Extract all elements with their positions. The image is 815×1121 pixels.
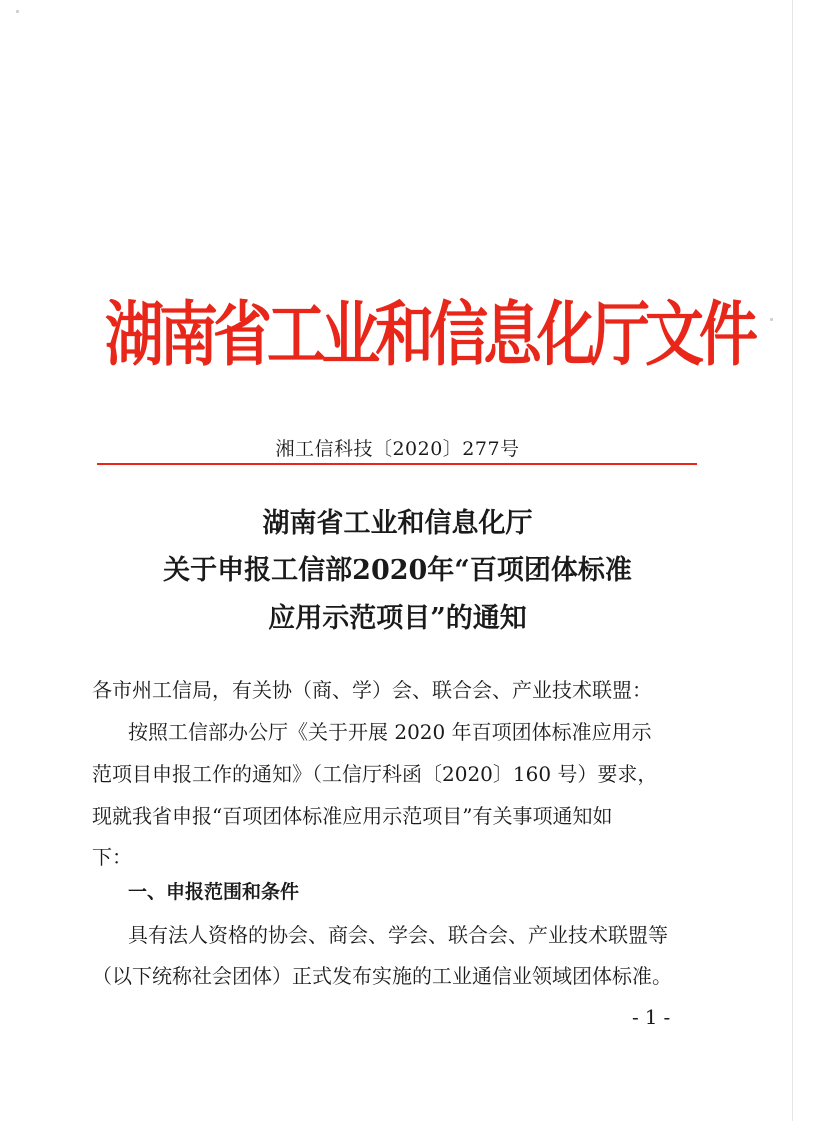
paragraph-line: 下： — [92, 845, 132, 869]
scan-speck — [16, 10, 19, 13]
scan-speck — [770, 318, 773, 321]
section-heading: 一、申报范围和条件 — [128, 881, 300, 903]
title-line-3: 应用示范项目”的通知 — [268, 603, 527, 634]
title-line-1: 湖南省工业和信息化厅 — [262, 508, 533, 539]
document-number: 湘工信科技〔2020〕277号 — [275, 438, 520, 460]
paragraph-line: 具有法人资格的协会、商会、学会、联合会、产业技术联盟等 — [128, 923, 668, 947]
paragraph-line: 范项目申报工作的通知》（工信厅科函〔2020〕160 号）要求， — [92, 762, 658, 786]
paragraph-line: 现就我省申报“百项团体标准应用示范项目”有关事项通知如 — [92, 804, 613, 828]
paragraph-line: 按照工信部办公厅《关于开展 2020 年百项团体标准应用示 — [128, 720, 652, 744]
title-line-2: 关于申报工信部2020年“百项团体标准 — [163, 555, 632, 586]
salutation: 各市州工信局，有关协（商、学）会、联合会、产业技术联盟： — [92, 678, 652, 702]
document-masthead: 湖南省工业和信息化厅文件 — [105, 293, 754, 376]
paragraph-line: （以下统称社会团体）正式发布实施的工业通信业领域团体标准。 — [92, 964, 672, 988]
red-separator-line — [97, 463, 697, 465]
page-number: -1- — [632, 1005, 677, 1029]
